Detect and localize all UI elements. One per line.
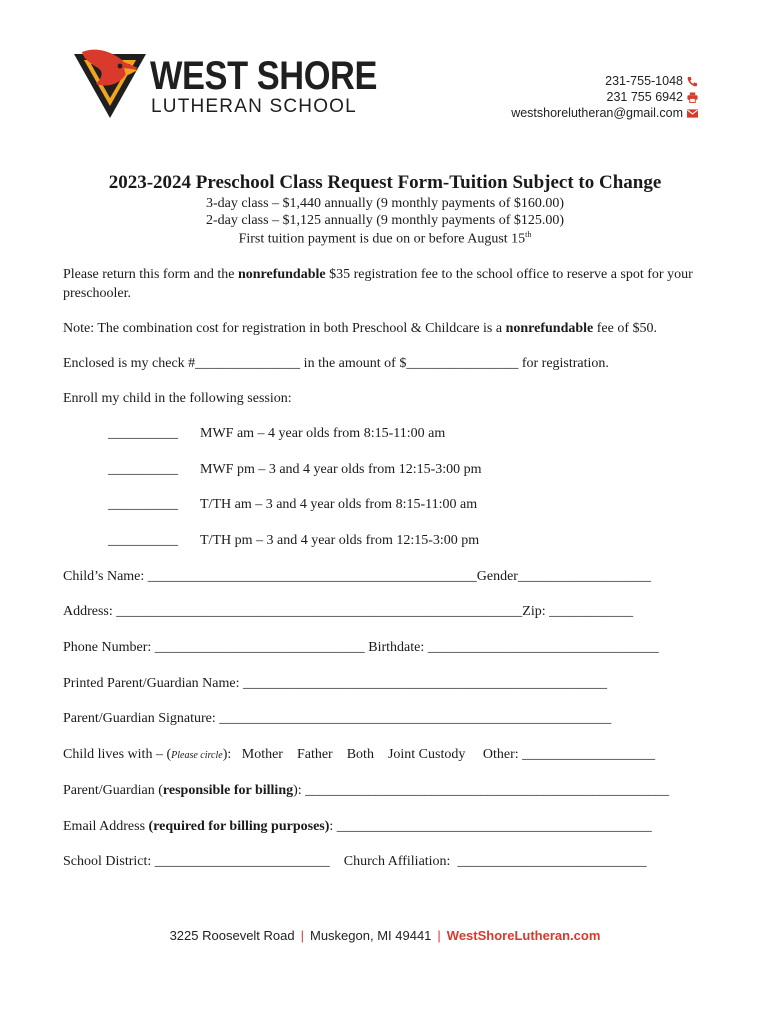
session-label: MWF am – 4 year olds from 8:15-11:00 am	[200, 426, 446, 441]
billing-text-a: Parent/Guardian (	[63, 783, 163, 798]
printed-guardian-name-field[interactable]: Printed Parent/Guardian Name: ____________________________________________________	[63, 676, 608, 691]
session-blank[interactable]: __________	[108, 497, 178, 512]
address-field[interactable]: Address: __________________________________________________________Zip: ____________	[63, 604, 634, 619]
billing-text-c[interactable]: ): ____________________________________________________	[293, 783, 670, 798]
return-text-c: $35 registration fee to the school office to reserve a spot for your preschooler.	[63, 267, 693, 301]
session-label: T/TH pm – 3 and 4 year olds from 12:15-3:00 pm	[200, 533, 480, 548]
child-lives-with-field[interactable]	[63, 747, 655, 763]
email-text-bold: (required for billing purposes)	[148, 819, 330, 834]
lives-text-a: Child lives with – (	[63, 747, 172, 762]
footer-address: 3225 Roosevelt Road	[169, 928, 295, 943]
child-name-field[interactable]: Child’s Name: _______________________________________________Gender___________________	[63, 569, 651, 584]
note-text-bold: nonrefundable	[505, 321, 594, 336]
enclosed-check-line[interactable]: Enclosed is my check #_______________ in the amount of $________________ for registration.	[63, 356, 609, 371]
footer-website-link[interactable]: WestShoreLutheran.com	[446, 928, 601, 943]
lives-options[interactable]: ): Mother Father Both Joint Custody Other: ___________________	[222, 747, 656, 762]
email-text-c[interactable]: : _____________________________________________	[329, 819, 652, 834]
logo-name: WEST SHORE	[150, 54, 377, 98]
printer-icon	[687, 92, 698, 103]
return-paragraph	[63, 265, 710, 303]
session-blank[interactable]: __________	[108, 533, 178, 548]
due-date-suffix: th	[525, 230, 532, 239]
email-row	[511, 105, 698, 121]
phone-row	[511, 73, 698, 89]
session-option[interactable]	[108, 426, 445, 442]
note-text-c: fee of $50.	[593, 321, 658, 336]
billing-guardian-field[interactable]	[63, 783, 669, 799]
footer	[0, 928, 770, 943]
email-address[interactable]: westshorelutheran@gmail.com	[511, 106, 683, 120]
note-text-a: Note: The combination cost for registration in both Preschool & Childcare is a	[63, 321, 506, 336]
note-paragraph	[63, 319, 710, 338]
session-option[interactable]	[108, 533, 479, 549]
due-date-text: First tuition payment is due on or before August 15	[238, 231, 526, 247]
phone-number: 231-755-1048	[605, 74, 683, 88]
please-circle-note: Please circle	[171, 750, 223, 761]
form-title: 2023-2024 Preschool Class Request Form-Tuition Subject to Change	[108, 172, 662, 193]
contact-block	[511, 73, 698, 121]
session-option[interactable]	[108, 497, 477, 513]
logo-subtitle: LUTHERAN SCHOOL	[151, 96, 357, 117]
email-text-a: Email Address	[63, 819, 149, 834]
tuition-line-3day: 3-day class – $1,440 annually (9 monthly payments of $160.00)	[205, 196, 565, 211]
footer-separator: |	[300, 928, 304, 943]
session-label: MWF pm – 3 and 4 year olds from 12:15-3:00 pm	[200, 462, 482, 477]
due-date-line	[0, 230, 770, 248]
email-address-field[interactable]	[63, 819, 652, 835]
session-blank[interactable]: __________	[108, 426, 178, 441]
enroll-heading: Enroll my child in the following session:	[63, 391, 292, 406]
billing-text-bold: responsible for billing	[162, 783, 294, 798]
session-label: T/TH am – 3 and 4 year olds from 8:15-11:00 am	[200, 497, 478, 512]
envelope-icon	[687, 109, 698, 118]
session-blank[interactable]: __________	[108, 462, 178, 477]
footer-separator: |	[437, 928, 441, 943]
session-option[interactable]	[108, 462, 482, 478]
return-text-a: Please return this form and the	[63, 267, 238, 282]
guardian-signature-field[interactable]: Parent/Guardian Signature: ________________________________________________________	[63, 711, 612, 726]
fax-row	[511, 89, 698, 105]
fax-number: 231 755 6942	[606, 90, 683, 104]
district-church-field[interactable]: School District: _________________________ Church Affiliation: ___________________________	[63, 854, 647, 869]
footer-city: Muskegon, MI 49441	[310, 928, 432, 943]
phone-birthdate-field[interactable]: Phone Number: ______________________________ Birthdate: _________________________________	[63, 640, 659, 655]
phone-icon	[687, 76, 698, 87]
cardinal-logo-icon	[74, 48, 146, 120]
tuition-line-2day: 2-day class – $1,125 annually (9 monthly payments of $125.00)	[205, 213, 565, 228]
school-logo	[74, 48, 377, 124]
return-text-bold: nonrefundable	[237, 267, 326, 282]
